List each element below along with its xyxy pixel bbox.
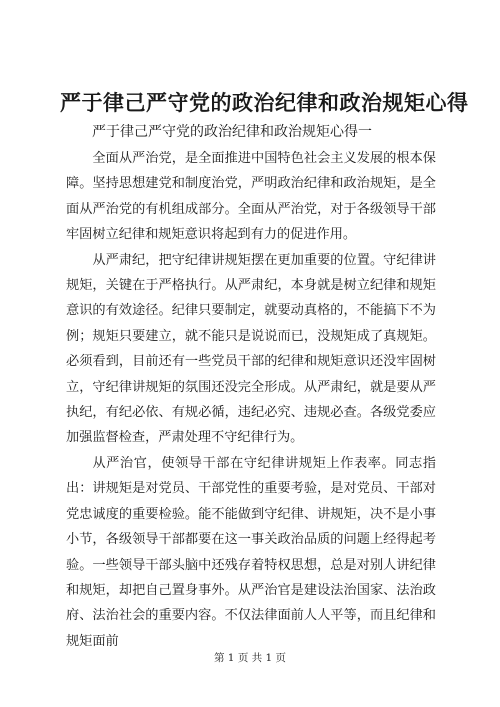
document-body <box>66 146 436 654</box>
paragraph: 从严治官，使领导干部在守纪律讲规矩上作表率。同志指出：讲规矩是对党员、干部党性的重要考验，是对党员、干部对党忠诚度的重要检验。能不能做到守纪律、讲规矩，决不是小事小节，各级领导干部都要在这一事关政治品质的问题上经得起考验。一些领导干部头脑中还残存着特权思想，总是对别人讲纪律和规矩，却把自己置身事外。从严治官是建设法治国家、法治政府、法治社会的重要内容。不仅法律面前人人平等，而且纪律和规矩面前 <box>66 455 436 649</box>
paragraph: 全面从严治党，是全面推进中国特色社会主义发展的根本保障。坚持思想建党和制度治党，严明政治纪律和政治规矩，是全面从严治党的有机组成部分。全面从严治党，对于各级领导干部牢固树立纪律和规矩意识将起到有力的促进作用。 <box>66 151 436 243</box>
paragraph: 从严肃纪，把守纪律讲规矩摆在更加重要的位置。守纪律讲规矩，关键在于严格执行。从严肃纪，本身就是树立纪律和规矩意识的有效途径。纪律只要制定，就要动真格的，不能搞下不为例；规矩只要建立，就不能只是说说而已，没规矩成了真规矩。必须看到，目前还有一些党员干部的纪律和规矩意识还没牢固树立，守纪律讲规矩的氛围还没完全形成。从严肃纪，就是要从严执纪，有纪必依、有规必循，违纪必究、违规必查。各级党委应加强监督检查，严肃处理不守纪律行为。 <box>66 252 436 446</box>
document-title: 严于律己严守党的政治纪律和政治规矩心得 <box>60 90 469 115</box>
page-number: 第 1 页 共 1 页 <box>213 652 287 664</box>
document-subtitle: 严于律己严守党的政治纪律和政治规矩心得一 <box>92 124 372 140</box>
